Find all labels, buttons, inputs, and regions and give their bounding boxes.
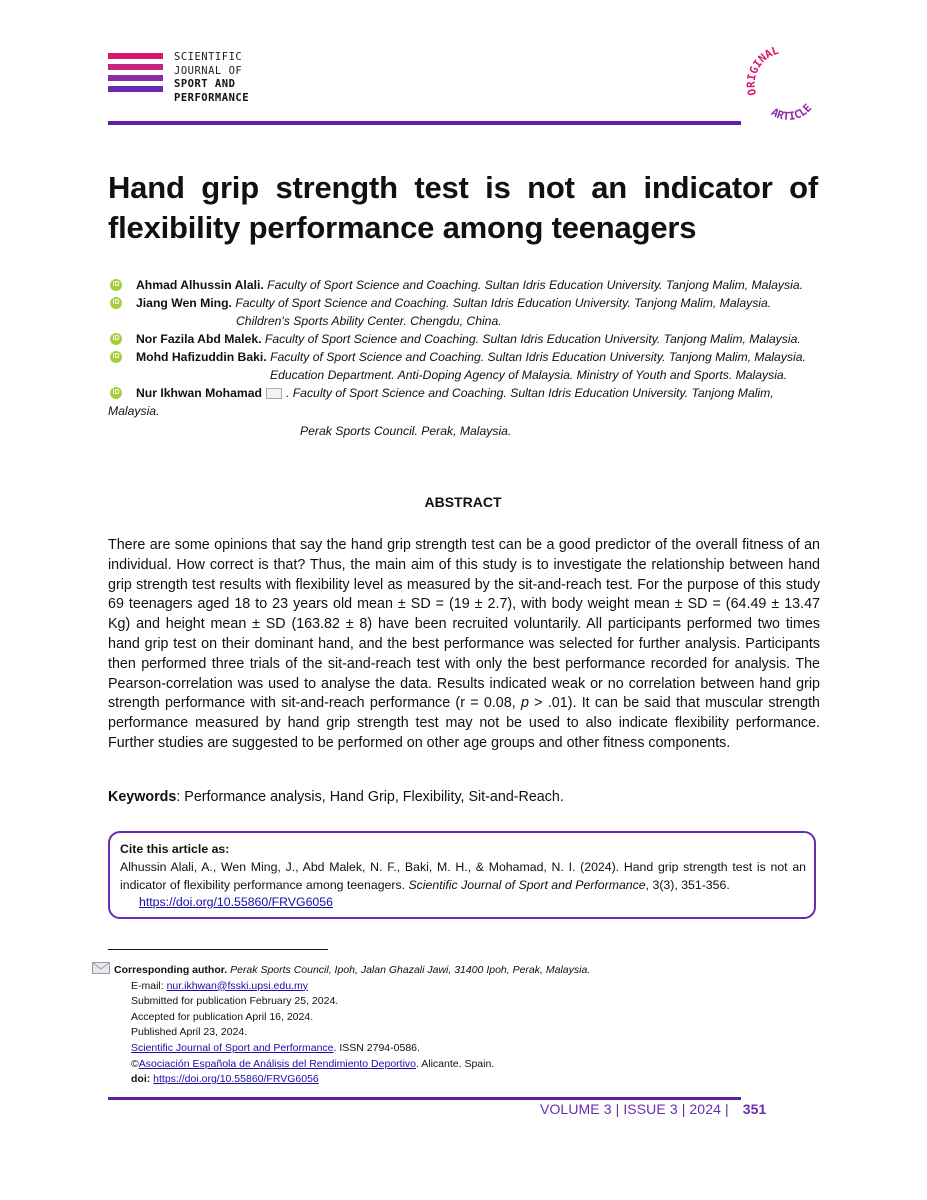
author-list [108,276,820,440]
journal-logo-text [174,51,249,105]
orcid-icon[interactable]: iD [110,351,122,363]
abstract-heading: ABSTRACT [424,494,502,510]
logo-line-2: JOURNAL OF [174,64,243,77]
orcid-icon[interactable]: iD [110,279,122,291]
logo-line-1: SCIENTIFIC [174,51,243,63]
logo-line-4: PERFORMANCE [174,91,250,104]
corresponding-author-line: Corresponding author. Perak Sports Council, Ipoh, Jalan Ghazali Jawi, 31400 Ipoh, Perak, Malaysia. [92,963,812,979]
envelope-icon [266,388,282,399]
published-date: Published April 23, 2024. [131,1026,248,1039]
keywords-list: : Performance analysis, Hand Grip, Flexibility, Sit-and-Reach. [176,789,564,805]
abstract-body: There are some opinions that say the hand grip strength test can be a good predictor of the overall fitness of an individual. How correct is that? Thus, the main aim of this study is to investigate the relationship between hand grip strength test results with flexibility level as measured by the sit-and-reach test. For the purpose of this study 69 teenagers aged 18 to 23 years old mean ± SD = (19 ± 2.7), with body weight mean ± SD = (64.49 ± 13.47 Kg) and height mean ± SD (163.82 ± 8) have been recruited voluntarily. All participants performed two times hand grip test on their dominant hand, and the best performance was selected for further analysis. Participants then performed three trials of the sit-and-reach test with only the best performance recorded for analysis. The Pearson-correlation was used to analyse the data. Results indicated weak or no correlation between hand grip strength performance with sit-and-reach performance (r = 0.08, p > .01). It can be said that muscular strength performance measured by hand grip strength test may not be used to also indicate flexibility performance. Further studies are suggested to be performed on other age groups and other fitness components. [108,537,821,751]
copyright-line: ©Asociación Española de Análisis del Rendimiento Deportivo. Alicante. Spain. [131,1057,495,1070]
keywords [108,789,820,805]
citation-heading: Cite this article as: [120,842,230,856]
author-1: iD Ahmad Alhussin Alali. Faculty of Sport Science and Coaching. Sultan Idris Education University. Tanjong Malim, Malaysia. [108,276,820,294]
keywords-label: Keywords [108,789,177,805]
page-number: 351 [742,1101,767,1117]
journal-logo-bars [108,53,168,97]
badge-text-article: ARTICLE [768,101,815,124]
article-title: Hand grip strength test is not an indicator of flexibility performance among teenagers [108,170,818,245]
logo-line-3: SPORT AND [174,78,236,90]
submitted-date: Submitted for publication February 25, 2024. [131,995,339,1008]
original-article-badge [736,40,836,140]
email-link[interactable]: nur.ikhwan@fsski.upsi.edu.my [166,979,308,992]
doi-link[interactable]: https://doi.org/10.55860/FRVG6056 [153,1073,319,1086]
author-2: iD Jiang Wen Ming. Faculty of Sport Science and Coaching. Sultan Idris Education University. Tanjong Malim, Malaysia. [108,294,820,312]
envelope-icon [92,962,110,974]
citation-text: Alhussin Alali, A., Wen Ming, J., Abd Malek, N. F., Baki, M. H., & Mohamad, N. I. (2024). Hand grip strength test is not an indicator of flexibility performance among teenagers. Scientific Journal of Sport and Performance, 3(3), 351-356. https://doi.org/10.55860/FRVG6056 [120,860,806,910]
author-5-affiliation-cont: Malaysia. [108,404,160,418]
orcid-icon[interactable]: iD [110,387,122,399]
badge-text-original: ORIGINAL [744,43,781,97]
author-5: iD Nur Ikhwan Mohamad . Faculty of Sport Science and Coaching. Sultan Idris Education University. Tanjong Malim, [108,384,820,402]
journal-issn-line: Scientific Journal of Sport and Performance. ISSN 2794-0586. [131,1041,420,1054]
header-divider [108,121,741,125]
author-4-extra-affiliation: Education Department. Anti-Doping Agency of Malaysia. Ministry of Youth and Sports. Malaysia. [270,368,788,382]
orcid-icon[interactable]: iD [110,333,122,345]
doi-line: doi: https://doi.org/10.55860/FRVG6056 [131,1073,319,1086]
author-2-extra-affiliation: Children's Sports Ability Center. Chengdu, China. [236,314,502,328]
svg-text:ORIGINAL [745,44,781,97]
email-line: E-mail: nur.ikhwan@fsski.upsi.edu.my [131,979,308,992]
page-footer [540,1101,766,1117]
footnote [92,963,812,1088]
volume-issue: VOLUME 3 | ISSUE 3 | 2024 | [540,1101,729,1117]
footer-divider [108,1097,741,1100]
accepted-date: Accepted for publication April 16, 2024. [131,1010,314,1023]
author-5-extra-affiliation: Perak Sports Council. Perak, Malaysia. [300,424,512,438]
journal-link[interactable]: Scientific Journal of Sport and Performance [131,1041,334,1054]
author-4: iD Mohd Hafizuddin Baki. Faculty of Sport Science and Coaching. Sultan Idris Education University. Tanjong Malim, Malaysia. [108,348,820,366]
footnote-rule [108,949,328,950]
citation-doi-link[interactable]: https://doi.org/10.55860/FRVG6056 [139,895,333,910]
svg-text:ARTICLE [769,101,814,123]
orcid-icon[interactable]: iD [110,297,122,309]
association-link[interactable]: Asociación Española de Análisis del Rendimiento Deportivo [138,1057,416,1070]
author-3: iD Nor Fazila Abd Malek. Faculty of Sport Science and Coaching. Sultan Idris Education University. Tanjong Malim, Malaysia. [108,330,820,348]
